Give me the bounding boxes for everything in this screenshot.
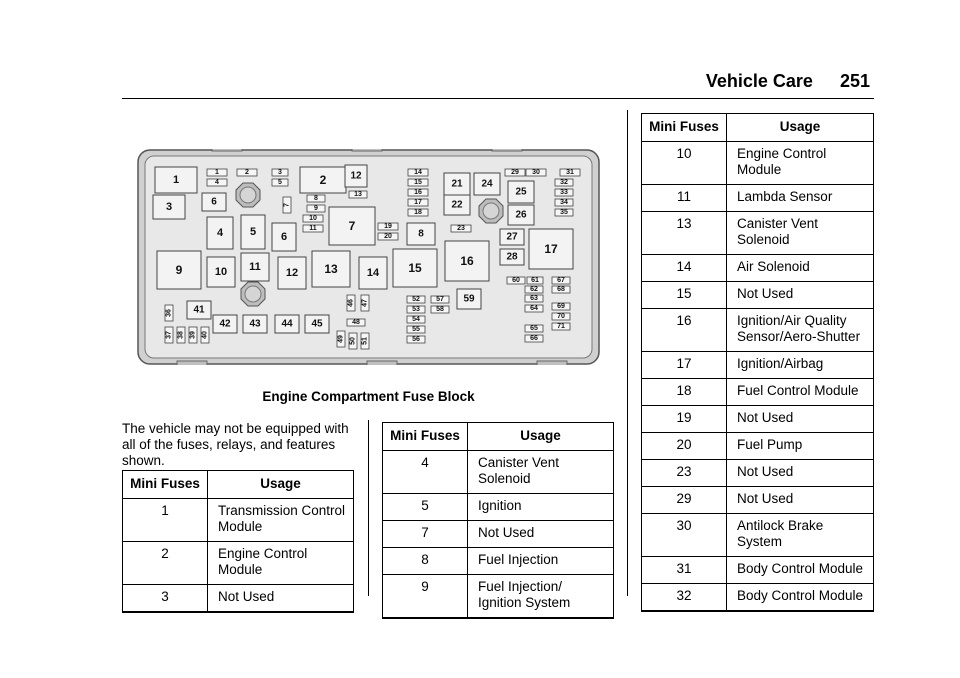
fuse-slot-16 — [408, 189, 428, 196]
svg-text:1: 1 — [215, 169, 219, 176]
svg-text:16: 16 — [460, 254, 474, 268]
column-header-usage: Usage — [208, 471, 354, 499]
table-row — [383, 521, 614, 548]
fuse-slot-25 — [508, 181, 534, 203]
svg-text:6: 6 — [280, 231, 288, 243]
bolt-icon — [479, 199, 503, 223]
table-row — [642, 557, 874, 584]
svg-text:58: 58 — [436, 306, 444, 313]
svg-text:65: 65 — [530, 325, 538, 332]
fuse-slot-35 — [555, 209, 573, 216]
mounting-tab — [177, 361, 207, 365]
svg-text:61: 61 — [531, 277, 539, 284]
svg-text:55: 55 — [412, 326, 420, 333]
fuse-usage: Not Used — [727, 487, 874, 514]
svg-text:26: 26 — [515, 209, 527, 221]
svg-text:37: 37 — [165, 331, 173, 339]
svg-text:22: 22 — [451, 199, 463, 211]
fuse-slot-3 — [272, 169, 288, 176]
fuse-slot-63 — [525, 295, 543, 302]
svg-text:67: 67 — [557, 277, 565, 284]
svg-text:64: 64 — [530, 305, 538, 312]
table-row — [642, 352, 874, 379]
fuse-slot-61 — [527, 277, 543, 284]
fuse-slot-32 — [555, 179, 573, 186]
svg-text:59: 59 — [463, 293, 475, 305]
svg-text:15: 15 — [414, 179, 422, 186]
fuse-slot-7 — [283, 197, 291, 213]
svg-text:13: 13 — [354, 191, 362, 198]
fuse-slot-71 — [552, 323, 570, 330]
fuse-slot-52 — [407, 296, 425, 303]
fuse-slot-67 — [552, 277, 570, 284]
fuse-usage: Not Used — [727, 282, 874, 309]
fuse-slot-17 — [408, 199, 428, 206]
svg-text:69: 69 — [557, 303, 565, 310]
table-row — [642, 514, 874, 557]
svg-text:10: 10 — [309, 215, 317, 222]
table-row — [642, 255, 874, 282]
fuse-slot-43 — [243, 315, 267, 333]
fuse-slot-7 — [329, 207, 375, 245]
fuse-number: 16 — [642, 309, 727, 352]
fuse-slot-70 — [552, 313, 570, 320]
fuse-slot-14 — [408, 169, 428, 176]
svg-text:5: 5 — [249, 226, 257, 238]
svg-text:7: 7 — [348, 219, 356, 233]
svg-text:23: 23 — [457, 225, 465, 232]
table-row — [123, 542, 354, 585]
fuse-number: 13 — [642, 212, 727, 255]
fuse-slot-29 — [505, 169, 525, 176]
svg-text:41: 41 — [193, 304, 205, 316]
table-row — [383, 548, 614, 575]
fuse-slot-10 — [207, 257, 235, 287]
svg-text:20: 20 — [384, 233, 392, 240]
fuse-usage: Lambda Sensor — [727, 185, 874, 212]
svg-text:12: 12 — [350, 170, 362, 182]
svg-text:32: 32 — [560, 179, 568, 186]
svg-text:15: 15 — [408, 261, 422, 275]
fuse-usage: Canister Vent Solenoid — [727, 212, 874, 255]
fuse-slot-41 — [187, 301, 211, 319]
header-rule — [122, 98, 874, 99]
svg-text:17: 17 — [544, 242, 558, 256]
fuse-number: 14 — [642, 255, 727, 282]
svg-text:70: 70 — [557, 313, 565, 320]
svg-text:19: 19 — [384, 223, 392, 230]
fuse-slot-8 — [307, 195, 325, 202]
fuse-usage: Body Control Module — [727, 557, 874, 584]
table-row — [642, 487, 874, 514]
section-title: Vehicle Care — [705, 71, 813, 91]
fuse-slot-46 — [347, 295, 355, 311]
svg-text:49: 49 — [337, 335, 345, 343]
svg-text:3: 3 — [165, 201, 173, 213]
fuse-usage: Body Control Module — [727, 584, 874, 612]
fuse-slot-12 — [278, 257, 306, 289]
fuse-slot-9 — [307, 205, 325, 212]
svg-text:51: 51 — [361, 337, 369, 345]
bolt-icon — [241, 282, 265, 306]
svg-text:9: 9 — [175, 263, 183, 277]
fuse-slot-28 — [500, 249, 524, 265]
svg-text:66: 66 — [530, 335, 538, 342]
mounting-tab — [352, 149, 382, 151]
fuse-slot-4 — [207, 217, 233, 249]
svg-text:40: 40 — [201, 331, 209, 339]
svg-text:39: 39 — [189, 331, 197, 339]
svg-text:2: 2 — [319, 173, 327, 187]
fuse-usage: Not Used — [727, 460, 874, 487]
svg-text:14: 14 — [414, 169, 422, 176]
fuse-slot-23 — [451, 225, 471, 232]
svg-text:62: 62 — [530, 286, 538, 293]
svg-text:43: 43 — [249, 318, 261, 330]
svg-text:46: 46 — [347, 299, 355, 307]
fuse-number: 8 — [383, 548, 468, 575]
fuse-usage: Antilock Brake System — [727, 514, 874, 557]
svg-text:38: 38 — [177, 331, 185, 339]
fuse-slot-38 — [177, 327, 185, 343]
fuse-slot-59 — [457, 289, 481, 309]
fuse-slot-18 — [408, 209, 428, 216]
table-row — [642, 309, 874, 352]
svg-text:57: 57 — [436, 296, 444, 303]
fuse-number: 9 — [383, 575, 468, 619]
fuse-slot-53 — [407, 306, 425, 313]
fuse-slot-9 — [157, 251, 201, 289]
svg-text:18: 18 — [414, 209, 422, 216]
fuse-slot-34 — [555, 199, 573, 206]
diagram-caption: Engine Compartment Fuse Block — [262, 389, 475, 404]
column-header-mini-fuses: Mini Fuses — [642, 114, 727, 142]
fuse-slot-54 — [407, 316, 425, 323]
svg-text:45: 45 — [311, 318, 323, 330]
fuse-usage: Air Solenoid — [727, 255, 874, 282]
svg-text:71: 71 — [557, 323, 565, 330]
svg-text:54: 54 — [412, 316, 420, 323]
fuse-usage: Fuel Control Module — [727, 379, 874, 406]
fuse-slot-65 — [525, 325, 543, 332]
table-row — [642, 212, 874, 255]
fuse-slot-37 — [165, 327, 173, 343]
table-row — [123, 499, 354, 542]
fuse-slot-5 — [272, 179, 288, 186]
fuse-slot-26 — [508, 205, 534, 225]
table-row — [383, 494, 614, 521]
svg-text:4: 4 — [215, 179, 219, 186]
fuse-slot-68 — [552, 286, 570, 293]
svg-text:17: 17 — [414, 199, 422, 206]
fuse-usage: Fuel Injection/ Ignition System — [468, 575, 614, 619]
table-row — [642, 584, 874, 612]
svg-text:8: 8 — [418, 228, 424, 240]
fuse-number: 20 — [642, 433, 727, 460]
fuse-number: 5 — [383, 494, 468, 521]
column-divider — [368, 420, 369, 596]
fuse-slot-66 — [525, 335, 543, 342]
fuse-slot-20 — [378, 233, 398, 240]
fuse-slot-40 — [201, 327, 209, 343]
fuse-usage: Fuel Injection — [468, 548, 614, 575]
fuse-slot-62 — [525, 286, 543, 293]
svg-text:48: 48 — [352, 319, 360, 326]
fuse-slot-47 — [361, 295, 369, 311]
svg-text:14: 14 — [366, 267, 380, 279]
fuse-slot-15 — [393, 249, 437, 287]
table-row — [642, 433, 874, 460]
table-row — [123, 585, 354, 613]
table-row — [642, 142, 874, 185]
fuse-slot-36 — [165, 305, 173, 321]
column-header-mini-fuses: Mini Fuses — [123, 471, 208, 499]
fuse-number: 31 — [642, 557, 727, 584]
svg-text:24: 24 — [481, 178, 493, 190]
svg-text:36: 36 — [165, 309, 173, 317]
fuse-block-diagram — [137, 149, 600, 365]
fuse-slot-57 — [431, 296, 449, 303]
fuse-slot-14 — [359, 257, 387, 289]
page-number: 251 — [839, 71, 870, 91]
fuse-slot-15 — [408, 179, 428, 186]
svg-text:21: 21 — [451, 178, 463, 190]
svg-text:44: 44 — [281, 318, 293, 330]
svg-text:10: 10 — [214, 266, 228, 278]
table-row — [642, 379, 874, 406]
fuse-number: 10 — [642, 142, 727, 185]
svg-text:31: 31 — [566, 169, 574, 176]
mounting-tab — [367, 361, 397, 365]
svg-text:50: 50 — [349, 337, 357, 345]
fuse-usage: Ignition/Air Quality Sensor/Aero-Shutter — [727, 309, 874, 352]
fuse-slot-11 — [303, 225, 323, 232]
svg-text:2: 2 — [245, 169, 249, 176]
svg-text:68: 68 — [557, 286, 565, 293]
fuse-slot-10 — [303, 215, 323, 222]
fuse-number: 19 — [642, 406, 727, 433]
svg-text:9: 9 — [314, 205, 318, 212]
fuse-slot-8 — [407, 223, 435, 245]
fuse-number: 30 — [642, 514, 727, 557]
fuse-usage: Transmission Control Module — [208, 499, 354, 542]
svg-text:6: 6 — [211, 196, 217, 208]
fuse-slot-55 — [407, 326, 425, 333]
fuse-slot-56 — [407, 336, 425, 343]
svg-text:53: 53 — [412, 306, 420, 313]
fuse-slot-44 — [275, 315, 299, 333]
table-row — [642, 185, 874, 212]
svg-text:35: 35 — [560, 209, 568, 216]
fuse-slot-22 — [444, 195, 470, 215]
svg-text:42: 42 — [219, 318, 231, 330]
column-header-usage: Usage — [468, 423, 614, 451]
table-row — [642, 460, 874, 487]
column-header-mini-fuses: Mini Fuses — [383, 423, 468, 451]
fuse-usage: Not Used — [727, 406, 874, 433]
fuse-number: 29 — [642, 487, 727, 514]
fuse-slot-3 — [153, 195, 185, 219]
fuse-number: 18 — [642, 379, 727, 406]
fuse-slot-60 — [507, 277, 525, 284]
mounting-tab — [212, 149, 242, 151]
svg-text:56: 56 — [412, 336, 420, 343]
fuse-slot-45 — [305, 315, 329, 333]
svg-text:34: 34 — [560, 199, 568, 206]
intro-paragraph: The vehicle may not be equipped with all of the fuses, relays, and features shown. — [122, 421, 349, 468]
fuse-usage: Engine Control Module — [208, 542, 354, 585]
svg-text:47: 47 — [361, 299, 369, 307]
svg-text:28: 28 — [506, 251, 518, 263]
fuse-slot-16 — [445, 241, 489, 281]
fuse-slot-64 — [525, 305, 543, 312]
svg-text:12: 12 — [285, 267, 299, 279]
fuse-number: 15 — [642, 282, 727, 309]
svg-text:27: 27 — [506, 231, 518, 243]
fuse-slot-1 — [155, 167, 197, 193]
svg-text:60: 60 — [512, 277, 520, 284]
fuse-slot-58 — [431, 306, 449, 313]
fuse-number: 11 — [642, 185, 727, 212]
fuse-number: 23 — [642, 460, 727, 487]
fuse-slot-1 — [207, 169, 227, 176]
fuse-table-3 — [641, 113, 874, 612]
fuse-slot-33 — [555, 189, 573, 196]
fuse-table-1 — [122, 470, 354, 613]
fuse-slot-6 — [272, 223, 296, 251]
fuse-slot-2 — [237, 169, 257, 176]
svg-text:13: 13 — [324, 262, 338, 276]
fuse-usage: Ignition/Airbag — [727, 352, 874, 379]
fuse-slot-48 — [347, 319, 365, 326]
mounting-tab — [537, 361, 567, 365]
fuse-slot-27 — [500, 229, 524, 245]
fuse-usage: Canister Vent Solenoid — [468, 451, 614, 494]
fuse-slot-24 — [474, 173, 500, 195]
svg-text:7: 7 — [283, 203, 291, 207]
fuse-slot-5 — [241, 215, 265, 249]
fuse-slot-31 — [560, 169, 580, 176]
fuse-slot-42 — [213, 315, 237, 333]
fuse-usage: Fuel Pump — [727, 433, 874, 460]
fuse-slot-51 — [361, 333, 369, 349]
svg-text:8: 8 — [314, 195, 318, 202]
fuse-usage: Engine Control Module — [727, 142, 874, 185]
fuse-slot-17 — [529, 229, 573, 269]
fuse-number: 3 — [123, 585, 208, 613]
column-header-usage: Usage — [727, 114, 874, 142]
svg-text:16: 16 — [414, 189, 422, 196]
svg-text:63: 63 — [530, 295, 538, 302]
svg-text:5: 5 — [278, 179, 282, 186]
fuse-slot-13 — [349, 191, 367, 198]
fuse-slot-21 — [444, 173, 470, 195]
page-header — [706, 71, 870, 92]
fuse-slot-13 — [312, 251, 350, 287]
fuse-slot-4 — [207, 179, 227, 186]
fuse-number: 32 — [642, 584, 727, 612]
fuse-slot-2 — [300, 167, 346, 193]
fuse-slot-69 — [552, 303, 570, 310]
mounting-tab — [492, 149, 522, 151]
fuse-slot-50 — [349, 333, 357, 349]
svg-text:52: 52 — [412, 296, 420, 303]
column-divider — [627, 110, 628, 596]
fuse-number: 1 — [123, 499, 208, 542]
fuse-usage: Not Used — [468, 521, 614, 548]
svg-text:3: 3 — [278, 169, 282, 176]
svg-text:4: 4 — [216, 227, 224, 239]
fuse-number: 4 — [383, 451, 468, 494]
fuse-table-2 — [382, 422, 614, 619]
svg-text:11: 11 — [309, 225, 317, 232]
fuse-slot-11 — [241, 253, 269, 281]
fuse-slot-30 — [526, 169, 546, 176]
fuse-slot-19 — [378, 223, 398, 230]
fuse-slot-39 — [189, 327, 197, 343]
fuse-usage: Ignition — [468, 494, 614, 521]
fuse-usage: Not Used — [208, 585, 354, 613]
table-row — [642, 406, 874, 433]
table-row — [383, 451, 614, 494]
table-row — [383, 575, 614, 619]
fuse-number: 7 — [383, 521, 468, 548]
svg-text:33: 33 — [560, 189, 568, 196]
svg-text:11: 11 — [249, 261, 261, 273]
fuse-slot-12 — [345, 165, 367, 187]
fuse-number: 17 — [642, 352, 727, 379]
svg-text:25: 25 — [515, 186, 527, 198]
svg-text:1: 1 — [172, 174, 180, 186]
fuse-number: 2 — [123, 542, 208, 585]
fuse-slot-6 — [202, 193, 226, 211]
bolt-icon — [236, 183, 260, 207]
table-row — [642, 282, 874, 309]
svg-text:29: 29 — [511, 169, 519, 176]
fuse-slot-49 — [337, 331, 345, 347]
svg-text:30: 30 — [532, 169, 540, 176]
